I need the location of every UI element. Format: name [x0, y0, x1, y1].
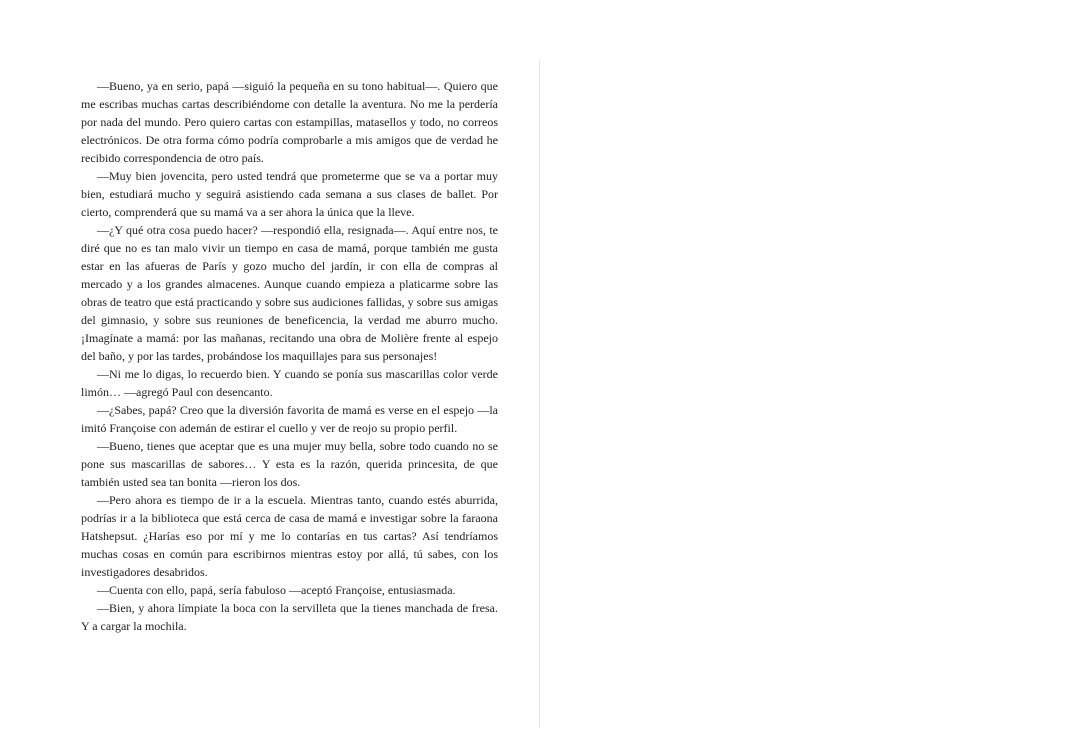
paragraph: —Pero ahora es tiempo de ir a la escuela. Mientras tanto, cuando estés aburrida, podrías ir a la biblioteca que está cerca de casa de mamá e investigar sobre la faraona Hatshepsut. ¿Harías eso por mí y me lo contarías en tus cartas? Así tendríamos muchas cosas en común para escribirnos mientras estoy por allá, tú sabes, con los investigadores desabridos. [81, 493, 498, 579]
paragraph: —¿Y qué otra cosa puedo hacer? —respondió ella, resignada—. Aquí entre nos, te diré que no es tan malo vivir un tiempo en casa de mamá, porque también me gusta estar en las afueras de París y gozo mucho del jardín, ir con ella de compras al mercado y a los grandes almacenes. Aunque cuando empieza a platicarme sobre las obras de teatro que está practicando y sobre sus audiciones fallidas, y sobre sus amigas del gimnasio, y sobre sus reuniones de beneficencia, la verdad me aburro mucho. ¡Imagínate a mamá: por las mañanas, recitando una obra de Molière frente al espejo del baño, y por las tardes, probándose los maquillajes para sus personajes! [81, 223, 498, 363]
page-text [81, 77, 498, 635]
right-page [540, 0, 1080, 747]
paragraph: —Muy bien jovencita, pero usted tendrá que prometerme que se va a portar muy bien, estudiará mucho y seguirá asistiendo cada semana a sus clases de ballet. Por cierto, comprenderá que su mamá va a ser ahora la única que la lleve. [81, 169, 498, 219]
paragraph: —Cuenta con ello, papá, sería fabuloso —aceptó Françoise, entusiasmada. [97, 583, 456, 597]
paragraph: —¿Sabes, papá? Creo que la diversión favorita de mamá es verse en el espejo —la imitó Françoise con ademán de estirar el cuello y ver de reojo su propio perfil. [81, 403, 498, 435]
paragraph: —Ni me lo digas, lo recuerdo bien. Y cuando se ponía sus mascarillas color verde limón… —agregó Paul con desencanto. [81, 367, 498, 399]
paragraph: —Bueno, tienes que aceptar que es una mujer muy bella, sobre todo cuando no se pone sus mascarillas de sabores… Y esta es la razón, querida princesita, de que también usted sea tan bonita —rieron los dos. [81, 439, 498, 489]
paragraph: —Bien, y ahora límpiate la boca con la servilleta que la tienes manchada de fresa. Y a cargar la mochila. [81, 601, 498, 633]
paragraph: —Bueno, ya en serio, papá —siguió la pequeña en su tono habitual—. Quiero que me escribas muchas cartas describiéndome con detalle la aventura. No me la perdería por nada del mundo. Pero quiero cartas con estampillas, matasellos y todo, no correos electrónicos. De otra forma cómo podría comprobarle a mis amigos que de verdad he recibido correspondencia de otro país. [81, 79, 498, 165]
